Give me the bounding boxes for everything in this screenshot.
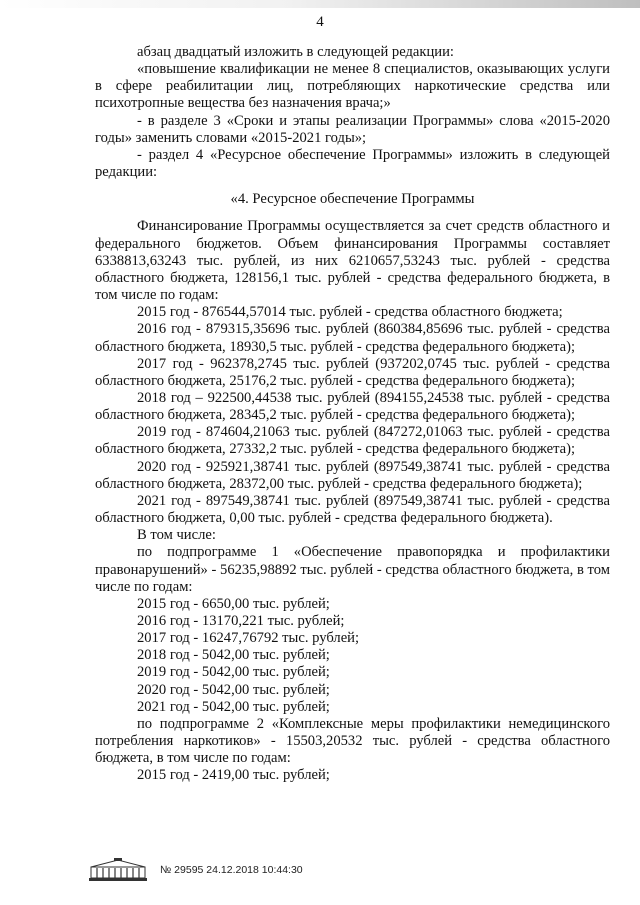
section-heading: «4. Ресурсное обеспечение Программы	[230, 191, 475, 208]
subprogram1-year: 2021 год - 5042,00 тыс. рублей;	[137, 698, 330, 715]
building-emblem-icon	[88, 858, 148, 882]
year-item: 2017 год - 962378,2745 тыс. рублей (937202,0745 тыс. рублей - средства областного бюджета, 25176,2 тыс. рублей - средства федерального бюджета);	[95, 355, 610, 389]
year-item: 2019 год - 874604,21063 тыс. рублей (847272,01063 тыс. рублей - средства областного бюджета, 27332,2 тыс. рублей - средства федерального бюджета);	[95, 424, 610, 458]
subprogram2-intro: по подпрограмме 2 «Комплексные меры профилактики немедицинского потребления наркотиков» - 15503,20532 тыс. рублей - средства областного бюджета, в том числе по годам:	[95, 715, 610, 767]
year-item: 2021 год - 897549,38741 тыс. рублей (897549,38741 тыс. рублей - средства областного бюджета, 0,00 тыс. рублей - средства федерального бюджета).	[95, 492, 610, 527]
in-total-label: В том числе:	[137, 527, 216, 544]
funding-intro: Финансирование Программы осуществляется за счет средств областного и федерального бюджетов. Объем финансирования Программы составляет 6338813,63243 тыс. рублей, из них 6210657,53243 тыс. рублей - средства областного бюджета, 128156,1 тыс. рублей - средства федерального бюджета, в том числе по годам:	[95, 218, 610, 304]
subprogram1-intro: по подпрограмме 1 «Обеспечение правопорядка и профилактики правонарушений» - 56235,98892 тыс. рублей - средства областного бюджета, в том числе по годам:	[95, 544, 610, 595]
paragraph-abzac: абзац двадцатый изложить в следующей редакции:	[137, 44, 454, 60]
year-item: 2020 год - 925921,38741 тыс. рублей (897549,38741 тыс. рублей - средства областного бюджета, 28372,00 тыс. рублей - средства федерального бюджета);	[95, 458, 610, 492]
paragraph-qualification: «повышение квалификации не менее 8 специалистов, оказывающих услуги в сфере реабилитации лиц, потребляющих наркотические средства или психотропные вещества без назначения врача;»	[95, 61, 610, 112]
subprogram1-year: 2019 год - 5042,00 тыс. рублей;	[137, 664, 330, 681]
page-number: 4	[316, 14, 324, 30]
paragraph-section4: - раздел 4 «Ресурсное обеспечение Программы» изложить в следующей редакции:	[95, 146, 610, 181]
registration-stamp: № 29595 24.12.2018 10:44:30	[160, 864, 303, 876]
subprogram1-year: 2020 год - 5042,00 тыс. рублей;	[137, 681, 330, 698]
document-footer	[88, 856, 488, 886]
year-item: 2015 год - 876544,57014 тыс. рублей - средства областного бюджета;	[137, 304, 563, 321]
subprogram2-year: 2015 год - 2419,00 тыс. рублей;	[137, 767, 330, 784]
paragraph-section3: - в разделе 3 «Сроки и этапы реализации Программы» слова «2015-2020 годы» заменить словами «2015-2021 годы»;	[95, 112, 610, 146]
subprogram1-year: 2016 год - 13170,221 тыс. рублей;	[137, 613, 345, 629]
year-item: 2016 год - 879315,35696 тыс. рублей (860384,85696 тыс. рублей - средства областного бюджета, 18930,5 тыс. рублей - средства федерального бюджета);	[95, 321, 610, 355]
year-item: 2018 год – 922500,44538 тыс. рублей (894155,24538 тыс. рублей - средства областного бюджета, 28345,2 тыс. рублей - средства федерального бюджета);	[95, 389, 610, 424]
document-body	[95, 44, 610, 785]
subprogram1-year: 2015 год - 6650,00 тыс. рублей;	[137, 595, 330, 612]
subprogram1-year: 2017 год - 16247,76792 тыс. рублей;	[137, 630, 360, 647]
subprogram1-year: 2018 год - 5042,00 тыс. рублей;	[137, 647, 330, 664]
scan-edge-shadow	[0, 0, 640, 8]
